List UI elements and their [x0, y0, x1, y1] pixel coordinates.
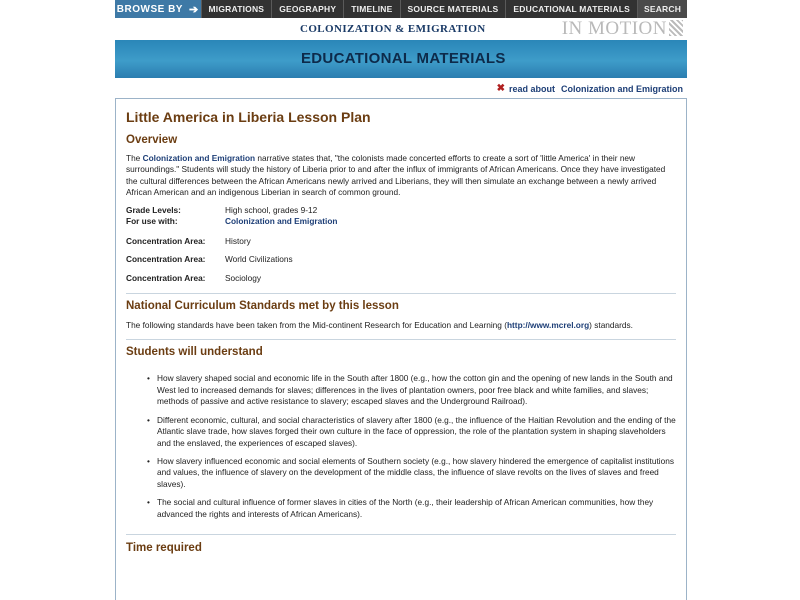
mcrel-link[interactable]: http://www.mcrel.org — [506, 319, 590, 330]
read-about-label: read about — [508, 83, 555, 94]
browse-by-button[interactable] — [115, 0, 201, 18]
overview-intro-before: The — [126, 153, 143, 163]
nav-item-migrations[interactable]: MIGRATIONS — [201, 0, 272, 18]
concentration-label: Concentration Area: — [126, 235, 206, 246]
overview-heading: Overview — [126, 134, 178, 146]
lesson-content — [115, 98, 687, 600]
nav-item-source-materials[interactable]: SOURCE MATERIALS — [400, 0, 506, 18]
standards-text-before: The following standards have been taken from the Mid-continent Research for Education and Learning ( — [126, 319, 507, 330]
series-title[interactable]: COLONIZATION & EMIGRATION — [300, 23, 486, 35]
list-item: • How slavery influenced economic and social elements of Southern society (e.g., how slavery hindered the emergence of capitalist institutions and values, the influence of slavery on the development of the middle class, the influence of slave revolts on the lives of slaves and freed slaves). — [147, 456, 676, 490]
overview-link[interactable]: Colonization and Emigration — [142, 153, 256, 163]
grade-levels-row — [126, 205, 676, 216]
concentration-row-3 — [126, 273, 676, 284]
browse-by-label: BROWSE BY — [116, 3, 183, 15]
concentration-row-1 — [126, 236, 676, 247]
concentration-label: Concentration Area: — [126, 272, 206, 283]
banner-title: EDUCATIONAL MATERIALS — [301, 50, 506, 67]
standards-text-after: ) standards. — [589, 319, 633, 330]
grade-levels-label: Grade Levels: — [126, 204, 181, 215]
grade-levels-value: High school, grades 9-12 — [225, 204, 318, 215]
for-use-with-row — [126, 216, 676, 227]
nav-item-geography[interactable]: GEOGRAPHY — [271, 0, 343, 18]
brand-logo[interactable] — [562, 18, 683, 40]
concentration-value: World Civilizations — [225, 254, 293, 265]
page-title: Little America in Liberia Lesson Plan — [126, 109, 371, 125]
close-x-icon: ✖ — [496, 83, 505, 94]
lesson-meta — [126, 205, 676, 284]
nav-item-timeline[interactable]: TIMELINE — [343, 0, 399, 18]
list-item: • How slavery shaped social and economic life in the South after 1800 (e.g., how the cotton gin and the opening of new lands in the South and West led to increased demands for slaves; differences in the lives of plantation owners, poor free black and white families, and slaves; methods of passive and active resistance to slavery; escaped slaves and the Underground Railroad). — [147, 373, 676, 407]
concentration-label: Concentration Area: — [126, 254, 206, 265]
stripes-icon — [669, 20, 683, 36]
section-divider — [126, 293, 676, 294]
read-about — [497, 83, 683, 94]
section-divider — [126, 339, 676, 340]
search-button[interactable]: SEARCH — [637, 0, 687, 18]
students-understand-heading: Students will understand — [126, 346, 263, 359]
brand-text: IN MOTION — [561, 18, 667, 39]
concentration-value: Sociology — [225, 272, 261, 283]
section-banner — [115, 40, 687, 78]
arrow-right-icon: ➔ — [188, 3, 199, 16]
list-item: • Different economic, cultural, and social characteristics of slavery after 1800 (e.g., the influence of the Haitian Revolution and the ending of the Atlantic slave trade, how slaves forged their own culture in the face of oppression, the role of the plantation system in shaping slaveholders and the enslaved, the experiences of escaped slaves). — [147, 415, 676, 449]
nav-item-educational-materials[interactable]: EDUCATIONAL MATERIALS — [505, 0, 637, 18]
understand-list — [126, 373, 676, 520]
standards-heading: National Curriculum Standards met by this lesson — [126, 299, 399, 312]
overview-text — [126, 153, 676, 199]
read-about-link[interactable]: Colonization and Emigration — [561, 83, 683, 94]
concentration-row-2 — [126, 254, 676, 265]
concentration-value: History — [225, 235, 251, 246]
top-navigation — [115, 0, 687, 18]
for-use-with-link[interactable]: Colonization and Emigration — [225, 216, 338, 227]
list-item: • The social and cultural influence of former slaves in cities of the North (e.g., their leadership of African American communities, how they advanced the rights and interests of African Americans). — [147, 497, 676, 520]
overview-intro-after: narrative states that, "the colonists made concerted efforts to create a sort of 'little America' in their new surroundings." Students will study the history of Liberia prior to and after the influx of immigrants of African Americans. Once they have investigated the cultural differences between the African Americans newly arrived and Liberians, they will then simulate an exchange between a newly arrived African American and an indigenous Liberian in search of common ground. — [126, 153, 666, 198]
standards-text — [126, 320, 676, 331]
for-use-with-label: For use with: — [126, 216, 178, 227]
section-divider — [126, 534, 676, 535]
time-required-heading: Time required — [126, 542, 202, 555]
title-strip — [115, 18, 687, 40]
